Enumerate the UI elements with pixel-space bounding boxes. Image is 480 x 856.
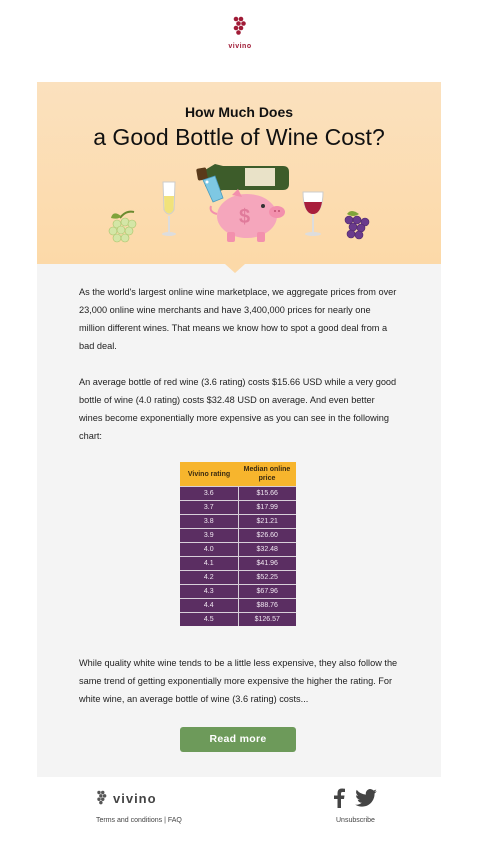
twitter-icon[interactable]: [355, 789, 377, 807]
header-logo[interactable]: [0, 16, 480, 50]
unsubscribe-link[interactable]: Unsubscribe: [336, 817, 375, 824]
price-table: [180, 462, 296, 626]
red-wine-glass-icon: [303, 192, 323, 236]
purple-grapes-icon: [345, 211, 369, 239]
rating-cell: 4.5: [180, 613, 238, 627]
price-cell: $67.96: [238, 585, 296, 599]
hero-title-line1: How Much Does: [184, 104, 294, 120]
rating-cell: 3.7: [180, 501, 238, 515]
footer-links: [96, 817, 182, 824]
price-cell: $88.76: [238, 599, 296, 613]
facebook-icon[interactable]: [334, 788, 345, 808]
faq-link[interactable]: FAQ: [167, 817, 182, 824]
terms-link[interactable]: Terms and conditions: [96, 817, 163, 824]
price-cell: $15.66: [238, 487, 296, 501]
table-row: [180, 571, 296, 585]
rating-cell: 4.1: [180, 557, 238, 571]
grape-logo-icon: [96, 790, 108, 807]
table-row: [180, 613, 296, 627]
white-grapes-icon: [109, 212, 136, 242]
rating-cell: 4.3: [180, 585, 238, 599]
white-wine-paragraph: While quality white wine tends to be a little less expensive, they also follow the same trend of getting exponentially more expensive the higher the rating. For white wine, an average bottle of wine (3.6 rating) costs...: [79, 658, 398, 704]
read-more-button[interactable]: Read more: [180, 727, 296, 752]
table-row: [180, 599, 296, 613]
rating-cell: 3.8: [180, 515, 238, 529]
table-header-row: [180, 462, 296, 487]
rating-cell: 4.2: [180, 571, 238, 585]
social-links: [334, 788, 377, 808]
rating-cell: 4.4: [180, 599, 238, 613]
table-row: [180, 501, 296, 515]
link-separator: |: [162, 817, 168, 824]
rating-cell: 3.6: [180, 487, 238, 501]
rating-cell: 4.0: [180, 543, 238, 557]
footer-logo[interactable]: [96, 790, 157, 807]
price-cell: $126.57: [238, 613, 296, 627]
price-cell: $21.21: [238, 515, 296, 529]
hero-illustration: [37, 158, 441, 258]
svg-text:$: $: [239, 206, 251, 228]
table-row: [180, 543, 296, 557]
price-cell: $52.25: [238, 571, 296, 585]
hero-title-line2: a Good Bottle of Wine Cost?: [93, 124, 385, 150]
table-row: [180, 529, 296, 543]
price-column-header: Median online price: [238, 462, 296, 487]
brand-name: vivino: [228, 43, 252, 50]
table-row: [180, 515, 296, 529]
rating-column-header: Vivino rating: [180, 462, 238, 487]
table-row: [180, 557, 296, 571]
champagne-glass-icon: [162, 182, 176, 236]
intro-paragraph: As the world's largest online wine marketplace, we aggregate prices from over 23,000 online wine merchants and have 3,400,000 prices for nearly one million different wines. That means we know how to spot a good deal from a bad deal.: [79, 287, 397, 351]
hero-banner: [37, 82, 441, 264]
grape-logo-icon: [232, 16, 248, 38]
hero-pointer: [225, 264, 245, 273]
price-cell: $17.99: [238, 501, 296, 515]
email-card: [37, 82, 441, 777]
red-wine-paragraph: An average bottle of red wine (3.6 rating) costs $15.66 USD while a very good bottle of wine (4.0 rating) costs $32.48 USD on average. And even better wines become exponentially more expensive as you can see in the following chart:: [79, 377, 397, 441]
price-cell: $26.60: [238, 529, 296, 543]
table-row: [180, 585, 296, 599]
table-row: [180, 487, 296, 501]
footer-brand-name: vivino: [113, 791, 157, 806]
rating-cell: 3.9: [180, 529, 238, 543]
price-cell: $41.96: [238, 557, 296, 571]
price-cell: $32.48: [238, 543, 296, 557]
